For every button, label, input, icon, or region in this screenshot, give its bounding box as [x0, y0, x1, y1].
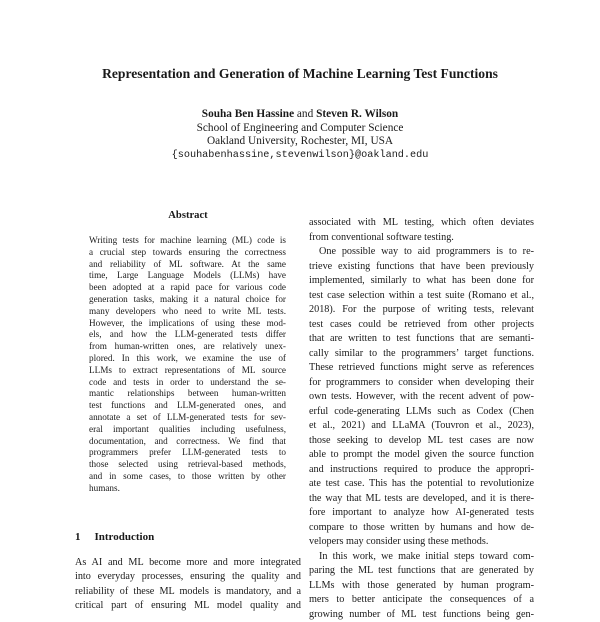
section-title: Introduction [95, 531, 155, 543]
author-names [60, 108, 540, 122]
body-line: fore important to analyze how AI-generated tests [309, 506, 534, 521]
abstract-line: mantic relationships between human-written [89, 388, 286, 400]
abstract-line: However, the implications of using these mod- [89, 318, 286, 330]
body-line: These retrieved functions might serve as references [309, 361, 534, 376]
abstract-line: and reliability of ML software. At the same [89, 259, 286, 271]
abstract-line: test functions and LLM-generated ones, and [89, 400, 286, 412]
right-column-text [309, 216, 534, 622]
body-line: compare to those written by humans and how de- [309, 521, 534, 536]
abstract-line: humans. [89, 483, 286, 495]
author-block [60, 108, 540, 162]
author-2: Steven R. Wilson [316, 108, 398, 120]
body-line: et al., 2021) and LLaMA (Touvron et al., 2023), [309, 419, 534, 434]
abstract-line: a crucial step towards ensuring the correctness [89, 247, 286, 259]
body-line: associated with ML testing, which often deviates [309, 216, 534, 231]
body-line: cally similar to the programmers’ target functions. [309, 347, 534, 362]
abstract-section [75, 209, 300, 495]
body-line: trieve existing functions that have been previously [309, 260, 534, 275]
body-line: mers to better anticipate the consequences of a [309, 593, 534, 608]
body-line: 2018). For the purpose of writing tests, relevant [309, 303, 534, 318]
affiliation: School of Engineering and Computer Science [60, 122, 540, 136]
section-number: 1 [75, 531, 81, 543]
author-1: Souha Ben Hassine [202, 108, 294, 120]
abstract-line: Writing tests for machine learning (ML) code is [89, 235, 286, 247]
abstract-line: LLMs to extract representations of ML source [89, 365, 286, 377]
author-conjunction: and [297, 108, 313, 120]
body-line: that are written to test functions that are semanti- [309, 332, 534, 347]
abstract-line: from human-written ones, are relatively unex- [89, 341, 286, 353]
abstract-line: been adopted at a rapid pace for various code [89, 282, 286, 294]
body-line: In this work, we make initial steps toward com- [309, 550, 534, 565]
body-line: test case selection within a test suite (Romano et al., [309, 289, 534, 304]
abstract-line: generation tasks, making it a natural choice for [89, 294, 286, 306]
body-line: implemented, similarly to what has been done for [309, 274, 534, 289]
body-line: and instructions required to produce the appropri- [309, 463, 534, 478]
introduction-line: into everyday processes, ensuring the quality and [75, 570, 301, 584]
introduction-line: reliability of these ML models is mandatory, and a [75, 585, 301, 599]
author-email: {souhabenhassine,stevenwilson}@oakland.edu [60, 149, 540, 163]
body-line: One possible way to aid programmers is to re- [309, 245, 534, 260]
abstract-line: code and tests in order to understand the se- [89, 377, 286, 389]
abstract-line: programmers prefer LLM-generated tests to [89, 447, 286, 459]
body-line: test cases could be retrieved from other projects [309, 318, 534, 333]
body-line: own tests. However, with the recent advent of pow- [309, 390, 534, 405]
abstract-line: annotate a set of LLM-generated tests for sev- [89, 412, 286, 424]
abstract-line: documentation, and correctness. We find that [89, 436, 286, 448]
body-line: from conventional software testing. [309, 231, 534, 246]
paper-title: Representation and Generation of Machine Learning Test Functions [60, 66, 540, 82]
abstract-heading: Abstract [90, 209, 286, 223]
introduction-line: As AI and ML become more and more integrated [75, 556, 301, 570]
abstract-line: els, and how the LLM-generated tests differ [89, 329, 286, 341]
introduction-line: critical part of ensuring ML model quality and [75, 599, 301, 613]
section-heading-introduction [75, 530, 154, 544]
abstract-body [89, 235, 286, 495]
abstract-line: many developers who need to write ML tests. [89, 306, 286, 318]
body-line: for programmers to consider when developing their [309, 376, 534, 391]
body-line: velopers may consider using these methods. [309, 535, 534, 550]
body-line: the way that ML tests are developed, and it is there- [309, 492, 534, 507]
body-line: growing number of ML test functions being gen- [309, 608, 534, 622]
body-line: erful code-generating LLMs such as Codex (Chen [309, 405, 534, 420]
abstract-line: and in some cases, to those written by other [89, 471, 286, 483]
address: Oakland University, Rochester, MI, USA [60, 135, 540, 149]
body-line: ate test case. This has the potential to revolutionize [309, 477, 534, 492]
body-line: paring the ML test functions that are generated by [309, 564, 534, 579]
abstract-line: plored. In this work, we examine the use of [89, 353, 286, 365]
body-line: able to prompt the model given the source function [309, 448, 534, 463]
abstract-line: those selected using retrieval-based methods, [89, 459, 286, 471]
abstract-line: eral important qualities including usefulness, [89, 424, 286, 436]
body-line: LLMs with those generated by human program- [309, 579, 534, 594]
introduction-body [75, 556, 301, 614]
body-line: those seeking to develop ML test cases are now [309, 434, 534, 449]
abstract-line: time, Large Language Models (LLMs) have [89, 270, 286, 282]
